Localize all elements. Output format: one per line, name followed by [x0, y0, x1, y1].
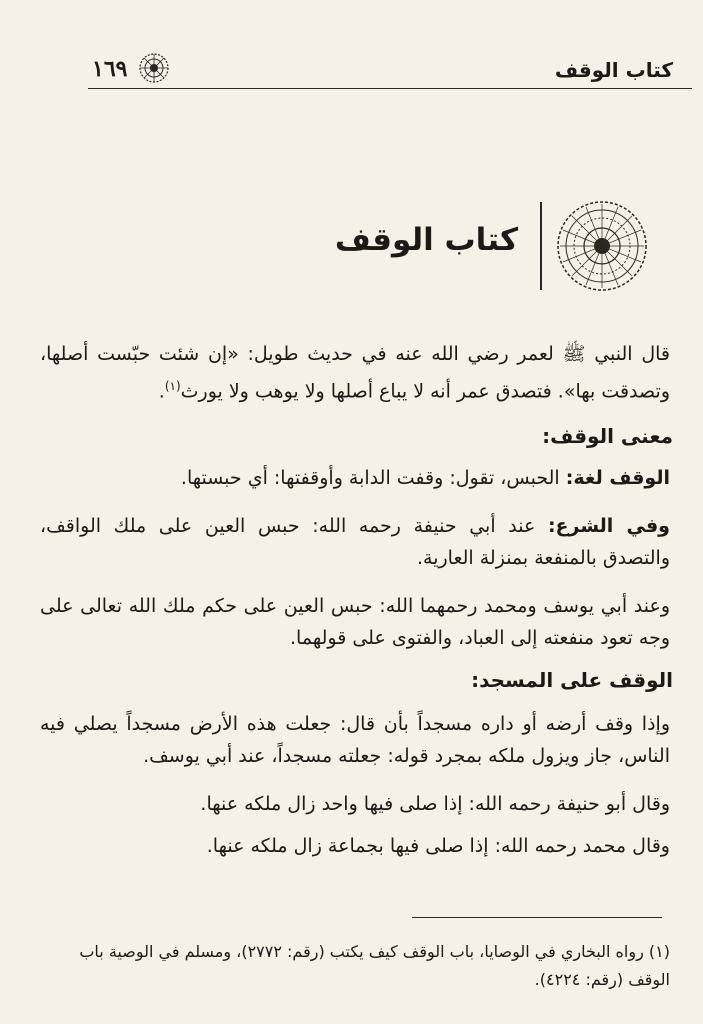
- header-rule: [88, 88, 692, 89]
- sharia-lead: وفي الشرع:: [547, 515, 670, 537]
- sharia-paragraph: [40, 510, 670, 574]
- hadith-text: قال النبي ﷺ لعمر رضي الله عنه في حديث طويل: «إن شئت حبّست أصلها، وتصدقت بها». فتصدق عمر أنه لا يباع أصلها ولا يوهب ولا يورث: [40, 343, 670, 403]
- chapter-divider: [540, 202, 542, 290]
- footnote-marker: (١): [648, 942, 670, 961]
- chapter-title: كتاب الوقف: [334, 222, 518, 258]
- meaning-heading: معنى الوقف:: [542, 424, 673, 448]
- linguistic-paragraph: [40, 462, 670, 494]
- mosque-heading: الوقف على المسجد:: [471, 668, 673, 692]
- page-number: ١٦٩: [92, 56, 128, 82]
- linguistic-text: الحبس، تقول: وقفت الدابة وأوقفتها: أي حبستها.: [180, 467, 560, 489]
- linguistic-lead: الوقف لغة:: [565, 467, 670, 489]
- hadith-paragraph: قال النبي ﷺ لعمر رضي الله عنه في حديث طويل: «إن شئت حبّست أصلها، وتصدقت بها». فتصدق عمر أنه لا يباع أصلها ولا يوهب ولا يورث$^{(١)}$.: [40, 343, 670, 403]
- chapter-rosette-icon: [556, 200, 648, 292]
- sharia-text: عند أبي حنيفة رحمه الله: حبس العين على ملك الواقف، والتصدق بالمنفعة بمنزلة العارية.: [40, 515, 670, 569]
- abu-hanifa-paragraph: وقال أبو حنيفة رحمه الله: إذا صلى فيها واحد زال ملكه عنها.: [200, 793, 670, 815]
- running-title: كتاب الوقف: [554, 58, 673, 82]
- footnote-text: رواه البخاري في الوصايا، باب الوقف كيف يكتب (رقم: ٢٧٧٢)، ومسلم في الوصية باب الوقف (رقم: ٤٢٢٤).: [79, 942, 670, 989]
- mosque-paragraph: وإذا وقف أرضه أو داره مسجداً بأن قال: جعلت هذه الأرض مسجداً يصلي فيه الناس، جاز ويزول ملكه بمجرد قوله: جعلته مسجداً، عند أبي يوسف.: [40, 713, 670, 767]
- rosette-ornament-icon: [138, 52, 170, 84]
- abu-yusuf-paragraph: وعند أبي يوسف ومحمد رحمهما الله: حبس العين على حكم ملك الله تعالى على وجه تعود منفعته إلى العباد، والفتوى على قولهما.: [40, 595, 670, 649]
- footnote-reference: (١): [164, 379, 181, 393]
- muhammad-paragraph: وقال محمد رحمه الله: إذا صلى فيها بجماعة زال ملكه عنها.: [206, 835, 670, 857]
- footnote-rule: [412, 917, 662, 918]
- footnote: [40, 938, 670, 994]
